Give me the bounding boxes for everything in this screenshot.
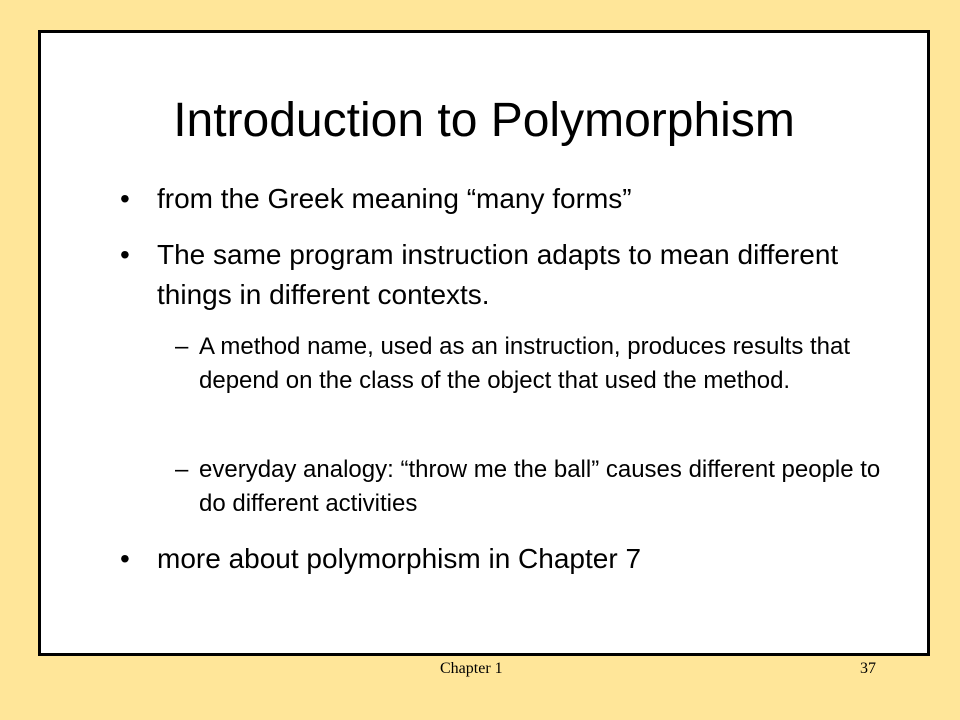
bullet-text: A method name, used as an instruction, produces results that depend on the class of the object that used the method. (199, 333, 851, 394)
bullet-marker: • (120, 183, 130, 214)
bullet-marker: • (120, 239, 130, 270)
footer-chapter: Chapter 1 (440, 660, 503, 677)
bullet-text: more about polymorphism in Chapter 7 (157, 543, 642, 574)
bullet-marker: • (120, 543, 130, 574)
bullet-text: The same program instruction adapts to mean different things in different contexts. (157, 239, 839, 310)
footer-page-number: 37 (860, 660, 876, 677)
slide-title: Introduction to Polymorphism (173, 94, 795, 147)
bullet-text: from the Greek meaning “many forms” (157, 183, 632, 214)
bullet-text: everyday analogy: “throw me the ball” causes different people to do different activities (199, 456, 881, 517)
dash-marker: – (175, 333, 189, 360)
slide-panel (38, 30, 930, 656)
dash-marker: – (175, 456, 189, 483)
